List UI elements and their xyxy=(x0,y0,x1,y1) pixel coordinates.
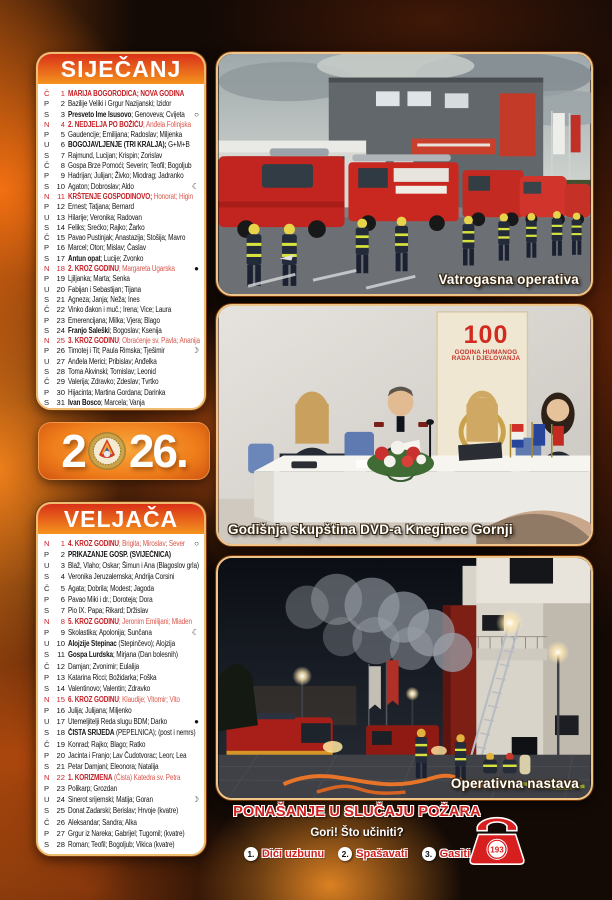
day-names: 2. NEDJELJA PO BOŽIĆU; Anđela Folinjska xyxy=(68,119,191,129)
calendar-day-row xyxy=(38,595,204,606)
day-number: 19 xyxy=(56,739,65,749)
day-number: 18 xyxy=(56,264,65,274)
day-number: 14 xyxy=(56,683,65,693)
day-number: 16 xyxy=(56,706,65,716)
calendar-day-row xyxy=(38,130,204,140)
fire-instructions-question: Gori! Što učiniti? xyxy=(310,827,404,839)
day-names: Ivan Bosco; Marcela; Vanja xyxy=(68,397,145,407)
day-number: 24 xyxy=(56,795,65,805)
weekday-letter: U xyxy=(44,795,50,805)
weekday-letter: S xyxy=(44,397,50,407)
day-names: Petar Damjani; Eleonora; Natalija xyxy=(68,761,159,771)
day-names: MARIJA BOGORODICA; NOVA GODINA xyxy=(68,89,185,98)
day-number: 28 xyxy=(56,367,65,377)
calendar-day-row xyxy=(38,202,204,212)
calendar-day-row xyxy=(38,773,204,784)
calendar-day-row xyxy=(38,316,204,326)
weekday-letter: Č xyxy=(44,233,50,243)
weekday-letter: S xyxy=(44,683,50,693)
weekday-letter: Č xyxy=(44,161,50,171)
day-names: Valentinovo; Valentin; Zdravko xyxy=(68,683,151,693)
year-digit: 2 xyxy=(61,425,85,477)
calendar-day-row xyxy=(38,223,204,233)
day-number: 5 xyxy=(60,583,65,593)
calendar-day-row xyxy=(38,367,204,377)
calendar-day-row xyxy=(38,326,204,336)
day-names: Blaž, Vlaho; Oskar; Šimun i Ana (Blagoslov grla) xyxy=(68,561,199,571)
day-number: 10 xyxy=(56,181,65,191)
day-names: Jacinta i Franjo; Lav Čudotvorac; Leon; Lea xyxy=(68,750,187,760)
day-names: Marcel; Oton; Mislav; Časlav xyxy=(68,243,146,253)
weekday-letter: Č xyxy=(44,89,50,98)
month-title: VELJAČA xyxy=(38,504,204,534)
day-number: 24 xyxy=(56,325,65,335)
calendar-day-row xyxy=(38,213,204,223)
calendar-panel-february xyxy=(36,502,206,856)
full-moon-icon: ○ xyxy=(194,539,199,548)
day-names: 5. KROZ GODINU; Jeronim Emilijani; Mladen xyxy=(68,616,192,626)
calendar-day-row xyxy=(38,336,204,346)
calendar-day-row xyxy=(38,662,204,673)
day-number: 9 xyxy=(60,628,65,638)
fire-steps xyxy=(222,847,492,861)
weekday-letter: S xyxy=(44,605,50,615)
new-moon-icon: ● xyxy=(194,264,199,274)
weekday-letter: S xyxy=(44,325,50,335)
day-number: 23 xyxy=(56,784,65,794)
day-number: 17 xyxy=(56,717,65,727)
fire-step: 2. Spašavati xyxy=(338,847,407,861)
weekday-letter: P xyxy=(44,672,50,682)
calendar-day-row xyxy=(38,274,204,284)
day-names: Agaton; Dobroslav; Aldo xyxy=(68,181,134,191)
day-number: 28 xyxy=(56,839,65,849)
day-names: BOGOJAVLJENJE (TRI KRALJA); G+M+B xyxy=(68,140,190,150)
calendar-day-row xyxy=(38,264,204,274)
day-number: 20 xyxy=(56,284,65,294)
day-number: 19 xyxy=(56,274,65,284)
day-number: 5 xyxy=(60,130,65,140)
calendar-day-row xyxy=(38,728,204,739)
day-number: 20 xyxy=(56,750,65,760)
fire-association-emblem-icon xyxy=(87,431,127,471)
day-names: Pavao Pustinjak; Anastazija; Stošija; Mavro xyxy=(68,233,186,243)
calendar-day-row xyxy=(38,584,204,595)
day-number: 13 xyxy=(56,672,65,682)
weekday-letter: Č xyxy=(44,739,50,749)
calendar-day-row xyxy=(38,806,204,817)
day-names: PRIKAZANJE GOSP. (SVIJEĆNICA) xyxy=(68,550,171,560)
calendar-day-row xyxy=(38,388,204,398)
banner-number: 100 xyxy=(463,321,509,349)
day-names: Gospa Lurdska; Mirjana (Dan bolesnih) xyxy=(68,650,178,660)
calendar-day-row xyxy=(38,110,204,120)
day-number: 11 xyxy=(57,191,65,201)
day-names: Pio IX. Papa; Rikard; Držislav xyxy=(68,605,149,615)
weekday-letter: S xyxy=(44,572,50,582)
day-number: 2 xyxy=(60,550,65,560)
weekday-letter: P xyxy=(44,171,50,181)
day-names: Toma Akvinski; Tomislav; Leonid xyxy=(68,367,156,377)
calendar-day-row xyxy=(38,751,204,762)
year-digit: 26. xyxy=(128,425,187,477)
day-list xyxy=(38,534,204,851)
calendar-day-row xyxy=(38,398,204,408)
new-moon-icon: ● xyxy=(194,717,199,727)
calendar-day-row xyxy=(38,151,204,161)
day-names: Vinko đakon i muč.; Irena; Vice; Laura xyxy=(68,305,172,315)
day-number: 17 xyxy=(56,253,65,263)
day-names: Hijacinta; Martina Gordana; Darinka xyxy=(68,387,166,397)
calendar-day-row xyxy=(38,606,204,617)
weekday-letter: S xyxy=(44,150,50,160)
day-number: 16 xyxy=(56,243,65,253)
weekday-letter: S xyxy=(44,253,50,263)
photo-fire-station-lineup xyxy=(216,52,593,296)
calendar-day-row xyxy=(38,171,204,181)
calendar-day-row xyxy=(38,695,204,706)
day-names: Sinerot srijemski; Matija; Goran xyxy=(68,795,153,805)
photo-annual-assembly xyxy=(216,304,593,546)
weekday-letter: P xyxy=(44,315,50,325)
calendar-day-row xyxy=(38,550,204,561)
calendar-day-row xyxy=(38,192,204,202)
day-number: 14 xyxy=(56,222,65,232)
day-number: 26 xyxy=(56,817,65,827)
weekday-letter: P xyxy=(44,784,50,794)
fire-instructions-title: PONAŠANJE U SLUČAJU POŽARA xyxy=(233,804,481,820)
calendar-day-row xyxy=(38,784,204,795)
emergency-phone-icon xyxy=(466,812,528,868)
calendar-day-row xyxy=(38,795,204,806)
day-number: 12 xyxy=(56,661,65,671)
day-number: 21 xyxy=(56,294,65,304)
weekday-letter: P xyxy=(44,550,50,560)
day-names: Hadrijan; Julijan; Živko; Miodrag; Jadranko xyxy=(68,171,184,181)
last-quarter-moon-icon: ☾ xyxy=(191,181,199,191)
day-names: Damjan; Zvonimir; Eulalija xyxy=(68,661,140,671)
fire-step: 1. Dići uzbunu xyxy=(244,847,324,861)
calendar-day-row xyxy=(38,305,204,315)
day-number: 6 xyxy=(60,140,65,150)
weekday-letter: U xyxy=(44,717,50,727)
weekday-letter: S xyxy=(44,761,50,771)
day-number: 30 xyxy=(56,387,65,397)
day-number: 1 xyxy=(60,89,65,98)
weekday-letter: U xyxy=(44,639,50,649)
day-number: 11 xyxy=(57,650,65,660)
calendar-day-row xyxy=(38,617,204,628)
day-number: 7 xyxy=(60,605,65,615)
day-number: 12 xyxy=(56,202,65,212)
weekday-letter: Č xyxy=(44,305,50,315)
calendar-day-row xyxy=(38,295,204,305)
month-title: SIJEČANJ xyxy=(38,54,204,84)
calendar-day-row xyxy=(38,684,204,695)
weekday-letter: S xyxy=(44,650,50,660)
day-number: 7 xyxy=(60,150,65,160)
phone-number-label: 193 xyxy=(490,845,504,855)
day-names: Rajmund, Lucijan; Krispin; Zorislav xyxy=(68,150,163,160)
day-number: 4 xyxy=(60,119,65,129)
weekday-letter: U xyxy=(44,212,50,222)
banner-text: 100 GODINA HUMANOG RADA I DJELOVANJA xyxy=(446,322,526,363)
weekday-letter: S xyxy=(44,728,50,738)
weekday-letter: S xyxy=(44,294,50,304)
day-names: Agata; Dobrila; Modest; Jagoda xyxy=(68,583,154,593)
day-number: 4 xyxy=(60,572,65,582)
calendar-day-row xyxy=(38,120,204,130)
day-names: Grgur iz Nareka; Gabrijel; Tugomil; (kvatre) xyxy=(68,828,185,838)
calendar-day-row xyxy=(38,357,204,367)
photo-night-training xyxy=(216,556,593,800)
weekday-letter: S xyxy=(44,839,50,849)
calendar-day-row xyxy=(38,285,204,295)
fire-instructions-block xyxy=(216,800,593,880)
weekday-letter: P xyxy=(44,243,50,253)
day-names: Julija; Julijana; Miljenko xyxy=(68,706,132,716)
day-number: 22 xyxy=(56,305,65,315)
calendar-day-row xyxy=(38,628,204,639)
day-names: Agneza; Janja; Neža; Ines xyxy=(68,294,140,304)
calendar-panel-january xyxy=(36,52,206,410)
day-number: 15 xyxy=(56,233,65,243)
weekday-letter: U xyxy=(44,356,50,366)
day-number: 29 xyxy=(56,377,65,387)
day-number: 13 xyxy=(56,212,65,222)
photo-caption: Operativna nastava xyxy=(450,776,579,791)
fire-step: 3. Gasiti xyxy=(422,847,471,861)
weekday-letter: Č xyxy=(44,661,50,671)
day-number: 3 xyxy=(60,561,65,571)
calendar-day-row xyxy=(38,829,204,840)
day-names: Bazilije Veliki i Grgur Nazijanski; Izidor xyxy=(68,99,172,109)
weekday-letter: N xyxy=(44,264,50,274)
weekday-letter: U xyxy=(44,561,50,571)
day-names: Fabijan i Sebastijan; Tijana xyxy=(68,284,141,294)
calendar-day-row xyxy=(38,182,204,192)
day-number: 18 xyxy=(56,728,65,738)
calendar-day-row xyxy=(38,673,204,684)
calendar-day-row xyxy=(38,740,204,751)
calendar-day-row xyxy=(38,561,204,572)
calendar-day-row xyxy=(38,818,204,829)
day-names: Donat Zadarski; Berislav; Hrvoje (kvatre) xyxy=(68,806,179,816)
day-list xyxy=(38,84,204,408)
day-names: Antun opat; Lucije; Zvonko xyxy=(68,253,144,263)
weekday-letter: N xyxy=(44,191,50,201)
calendar-day-row xyxy=(38,346,204,356)
day-names: Presveto Ime Isusovo; Genoveva; Cvijeta xyxy=(68,109,185,119)
weekday-letter: P xyxy=(44,346,50,356)
weekday-letter: N xyxy=(44,119,50,129)
calendar-day-row xyxy=(38,572,204,583)
weekday-letter: P xyxy=(44,274,50,284)
day-names: Feliks; Srećko; Rajko; Žarko xyxy=(68,222,145,232)
calendar-day-row xyxy=(38,161,204,171)
weekday-letter: P xyxy=(44,387,50,397)
weekday-letter: N xyxy=(44,336,50,346)
calendar-day-row xyxy=(38,377,204,387)
weekday-letter: S xyxy=(44,222,50,232)
day-number: 27 xyxy=(56,356,65,366)
first-quarter-moon-icon: ☽ xyxy=(191,795,199,805)
day-names: Pavao Miki i dr.; Doroteja; Dora xyxy=(68,594,153,604)
day-number: 2 xyxy=(60,99,65,109)
full-moon-icon: ○ xyxy=(194,109,199,119)
weekday-letter: P xyxy=(44,828,50,838)
weekday-letter: Č xyxy=(44,377,50,387)
weekday-letter: N xyxy=(44,694,50,704)
calendar-day-row xyxy=(38,762,204,773)
weekday-letter: S xyxy=(44,806,50,816)
weekday-letter: P xyxy=(44,594,50,604)
photo-caption: Godišnja skupština DVD-a Kneginec Gornji xyxy=(228,522,513,537)
day-number: 23 xyxy=(56,315,65,325)
day-names: Timotej i Tit; Paula Rimska; Tješimir xyxy=(68,346,165,356)
year-badge xyxy=(38,422,210,480)
calendar-day-row xyxy=(38,650,204,661)
day-number: 8 xyxy=(60,616,65,626)
last-quarter-moon-icon: ☾ xyxy=(191,628,199,638)
day-number: 9 xyxy=(60,171,65,181)
calendar-day-row xyxy=(38,539,204,550)
calendar-day-row xyxy=(38,99,204,109)
day-names: Gaudencije; Emilijana; Radoslav; Miljenka xyxy=(68,130,183,140)
day-names: Katarina Ricci; Božidarka; Foška xyxy=(68,672,157,682)
calendar-day-row xyxy=(38,89,204,99)
day-names: 6. KROZ GODINU; Klaudije; Vitomir; Vito xyxy=(68,694,180,704)
calendar-day-row xyxy=(38,717,204,728)
calendar-day-row xyxy=(38,706,204,717)
weekday-letter: P xyxy=(44,750,50,760)
weekday-letter: N xyxy=(44,539,50,548)
weekday-letter: S xyxy=(44,367,50,377)
day-names: Utemeljitelji Reda slugu BDM; Darko xyxy=(68,717,168,727)
day-names: Ernest; Tatjana; Bernard xyxy=(68,202,134,212)
day-names: Aleksandar; Sandra; Alka xyxy=(68,817,137,827)
day-names: KRŠTENJE GOSPODINOVO; Honorat; Higin xyxy=(68,191,193,201)
calendar-day-row xyxy=(38,243,204,253)
weekday-letter: Č xyxy=(44,583,50,593)
day-names: Franjo Saleški; Bogoslav; Ksenija xyxy=(68,325,162,335)
day-names: Gospa Brze Pomoći; Severin; Teofil; Bogoljub xyxy=(68,161,192,171)
day-number: 1 xyxy=(60,539,65,548)
weekday-letter: Č xyxy=(44,817,50,827)
day-names: Hilarije; Veronika; Radovan xyxy=(68,212,142,222)
weekday-letter: P xyxy=(44,628,50,638)
day-number: 8 xyxy=(60,161,65,171)
day-names: Polikarp; Grozdan xyxy=(68,784,118,794)
day-names: 2. KROZ GODINU; Margareta Ugarska xyxy=(68,264,175,274)
day-names: ČISTA SRIJEDA (PEPELNICA); (post i nemrs) xyxy=(68,728,196,738)
day-names: Skolastika; Apolonija; Sunčana xyxy=(68,628,152,638)
day-number: 25 xyxy=(56,806,65,816)
day-number: 15 xyxy=(56,694,65,704)
day-number: 27 xyxy=(56,828,65,838)
day-number: 25 xyxy=(56,336,65,346)
day-names: 1. KORIZMENA (Čista) Katedra sv. Petra xyxy=(68,772,181,782)
calendar-day-row xyxy=(38,840,204,851)
weekday-letter: P xyxy=(44,202,50,212)
spotlight-glow xyxy=(496,609,524,637)
day-names: Roman; Teofil; Bogoljub; Vikica (kvatre) xyxy=(68,839,175,849)
day-names: 4. KROZ GODINU; Brigita; Miroslav; Sever xyxy=(68,539,185,548)
day-number: 21 xyxy=(56,761,65,771)
photo-caption: Vatrogasna operativa xyxy=(438,272,579,287)
calendar-day-row xyxy=(38,233,204,243)
day-number: 10 xyxy=(56,639,65,649)
weekday-letter: P xyxy=(44,99,50,109)
day-names: Alojzije Stepinac (Stepinčevo); Alojzija xyxy=(68,639,176,649)
day-number: 3 xyxy=(60,109,65,119)
calendar-day-row xyxy=(38,254,204,264)
weekday-letter: P xyxy=(44,706,50,716)
day-number: 31 xyxy=(56,397,65,407)
day-names: 3. KROZ GODINU; Obraćenje sv. Pavla; Ananija xyxy=(68,336,200,346)
day-names: Emerencijana; Milka; Vjera; Blago xyxy=(68,315,160,325)
weekday-letter: S xyxy=(44,109,50,119)
day-names: Anđela Merici; Pribislav; Anđelka xyxy=(68,356,157,366)
day-names: Veronika Jeruzalemska; Andrija Corsini xyxy=(68,572,175,582)
day-names: Valerija; Zdravko; Zdeslav; Tvrtko xyxy=(68,377,159,387)
weekday-letter: U xyxy=(44,140,50,150)
day-number: 22 xyxy=(56,772,65,782)
weekday-letter: N xyxy=(44,616,50,626)
weekday-letter: P xyxy=(44,130,50,140)
weekday-letter: U xyxy=(44,284,50,294)
calendar-day-row xyxy=(38,639,204,650)
weekday-letter: S xyxy=(44,181,50,191)
calendar-day-row xyxy=(38,140,204,150)
weekday-letter: N xyxy=(44,772,50,782)
day-names: Ljiljanka; Marta; Senka xyxy=(68,274,130,284)
day-number: 26 xyxy=(56,346,65,356)
day-names: Konrad; Rajko; Blago; Ratko xyxy=(68,739,146,749)
day-number: 6 xyxy=(60,594,65,604)
first-quarter-moon-icon: ☽ xyxy=(191,346,199,356)
